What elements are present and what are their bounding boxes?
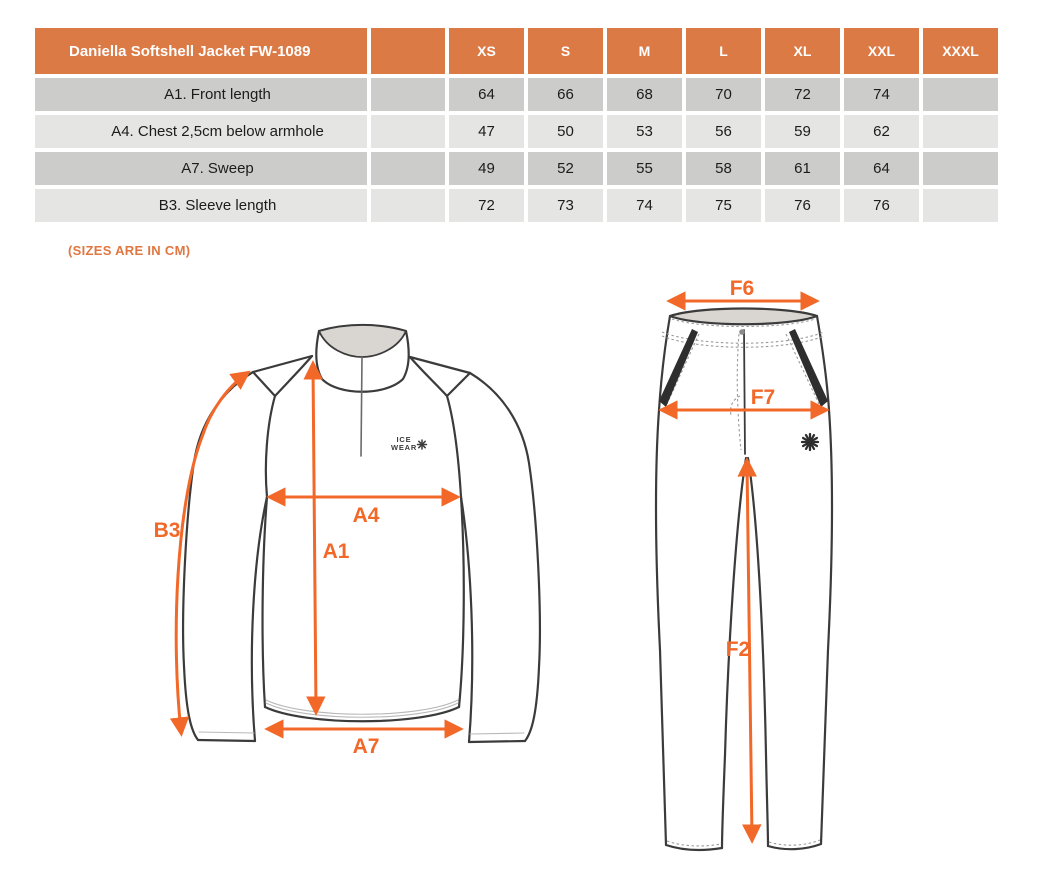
jacket-label-a1: A1 [322,540,350,563]
jacket-arrows [176,366,458,731]
row-label: B3. Sleeve length [35,189,367,222]
size-header-xxl: XXL [844,28,919,74]
spacer-cell [371,78,445,111]
spacer-cell [371,115,445,148]
value-cell [923,115,998,148]
jacket-left-cuff [198,740,255,741]
pants-label-f6: F6 [729,278,755,300]
row-label: A7. Sweep [35,152,367,185]
pants-label-f2: F2 [725,638,751,661]
jacket-right-cuff [469,741,525,742]
spacer-header-cell [371,28,445,74]
size-header-s: S [528,28,603,74]
jacket-label-a7: A7 [352,735,380,758]
value-cell: 62 [844,115,919,148]
value-cell [923,78,998,111]
logo-text-ice: ICE [396,435,412,444]
value-cell: 50 [528,115,603,148]
value-cell: 75 [686,189,761,222]
value-cell: 72 [765,78,840,111]
table-title: Daniella Softshell Jacket FW-1089 [35,28,367,74]
value-cell: 56 [686,115,761,148]
value-cell: 74 [607,189,682,222]
row-label: A4. Chest 2,5cm below armhole [35,115,367,148]
arrow-a1 [313,366,316,710]
jacket-diagram [145,290,590,790]
value-cell: 49 [449,152,524,185]
pants-left-hem [666,845,722,850]
value-cell [923,152,998,185]
value-cell: 73 [528,189,603,222]
pants-outline [656,309,832,850]
jacket-label-a4: A4 [352,504,380,527]
pants-snowflake-icon [802,434,818,450]
value-cell: 52 [528,152,603,185]
size-table [31,24,1002,226]
jacket-label-b3: B3 [153,519,181,542]
waist-button [739,329,745,335]
value-cell: 68 [607,78,682,111]
size-header-m: M [607,28,682,74]
spacer-cell [371,152,445,185]
logo-text-wear: WEAR [390,443,418,452]
size-header-xs: XS [449,28,524,74]
table-row [35,189,998,222]
value-cell: 47 [449,115,524,148]
pants-diagram [630,278,880,878]
value-cell: 53 [607,115,682,148]
jacket-zipper-line [361,357,362,456]
pants-waistband-inside [670,309,817,325]
sizes-in-cm-note: (SIZES ARE IN CM) [68,243,191,258]
size-header-xxxl: XXXL [923,28,998,74]
right-pocket-wedge [789,329,828,407]
size-header-xl: XL [765,28,840,74]
value-cell: 59 [765,115,840,148]
table-row [35,115,998,148]
value-cell [923,189,998,222]
value-cell: 72 [449,189,524,222]
value-cell: 66 [528,78,603,111]
value-cell: 55 [607,152,682,185]
pants-stitching [662,319,824,846]
table-row [35,152,998,185]
value-cell: 74 [844,78,919,111]
value-cell: 76 [844,189,919,222]
spacer-cell [371,189,445,222]
value-cell: 76 [765,189,840,222]
table-row [35,78,998,111]
table-header-row [35,28,998,74]
value-cell: 70 [686,78,761,111]
icewear-logo [391,435,427,452]
value-cell: 58 [686,152,761,185]
pants-label-f7: F7 [750,386,776,409]
value-cell: 64 [844,152,919,185]
size-header-l: L [686,28,761,74]
value-cell: 64 [449,78,524,111]
jacket-outline [183,325,540,742]
pants-fly-line [744,330,745,454]
logo-snowflake-icon [418,440,427,449]
value-cell: 61 [765,152,840,185]
arrow-b3 [176,374,246,731]
row-label: A1. Front length [35,78,367,111]
